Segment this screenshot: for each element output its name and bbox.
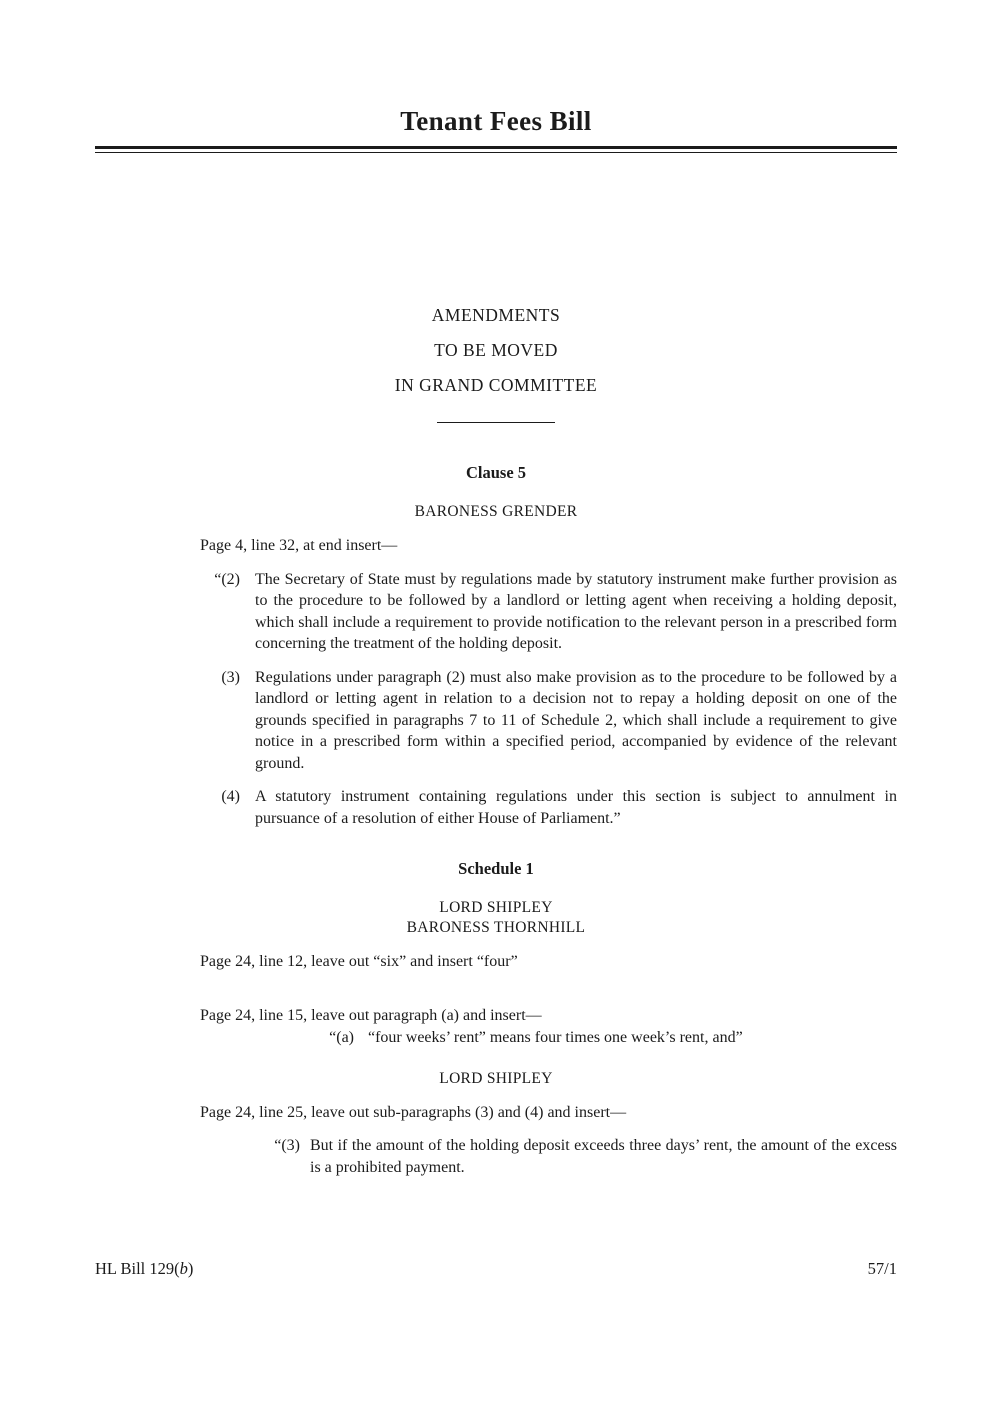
paragraph-number: “(a) bbox=[329, 1029, 354, 1046]
paragraph-text: The Secretary of State must by regulations made by statutory instrument make further provision as to the procedure to be followed by a landlord or letting agent when receiving a holding deposit, which shall include a requirement to provide notification to the relevant person in a prescribed form concerning the treatment of the holding deposit. bbox=[255, 570, 897, 652]
section-heading-schedule-1: Schedule 1 bbox=[458, 859, 534, 878]
paragraph-number: (3) bbox=[221, 668, 240, 686]
header-line-amendments: AMENDMENTS bbox=[431, 305, 561, 325]
footer-page-ref: 57/1 bbox=[867, 1259, 897, 1278]
clause5-sponsor-block bbox=[95, 502, 897, 522]
paragraph-text: A statutory instrument containing regulations under this section is subject to annulment in pursuance of a resolution of either House of Parliament.” bbox=[255, 788, 897, 827]
amendments-header bbox=[95, 305, 897, 396]
footer-bill-number-close: ) bbox=[187, 1259, 194, 1278]
clause5-paragraphs bbox=[200, 569, 897, 830]
paragraph-text: Regulations under paragraph (2) must also make provision as to the procedure to be followed by a landlord or letting agent in relation to a decision not to repay a holding deposit on one of the grounds specified in paragraphs 7 to 11 of Schedule 2, which shall include a requirement to give notice in a prescribed form within a specified period, accompanied by evidence of the relevant ground. bbox=[255, 668, 897, 772]
title-block bbox=[95, 0, 897, 153]
page-footer bbox=[95, 1259, 897, 1279]
amendment-paragraph bbox=[200, 786, 897, 829]
paragraph-text: But if the amount of the holding deposit exceeds three days’ rent, the amount of the excess is a prohibited payment. bbox=[310, 1137, 897, 1176]
schedule1-amendment-body bbox=[95, 951, 897, 1178]
section-heading-clause-5: Clause 5 bbox=[465, 463, 527, 482]
paragraph-number: “(3) bbox=[274, 1137, 300, 1154]
amendment-paragraph bbox=[200, 667, 897, 775]
footer-bill-number bbox=[95, 1259, 193, 1279]
sponsor-name: LORD SHIPLEY bbox=[439, 899, 553, 916]
schedule1-amendment3-paragraphs bbox=[200, 1135, 897, 1178]
title-rule-thin bbox=[95, 152, 897, 153]
schedule1-sponsor-block bbox=[95, 898, 897, 938]
page-title: Tenant Fees Bill bbox=[400, 106, 592, 136]
paragraph-number: “(2) bbox=[214, 570, 240, 588]
paragraph-text: “four weeks’ rent” means four times one week’s rent, and” bbox=[368, 1029, 743, 1046]
amendment-instruction: Page 4, line 32, at end insert— bbox=[200, 537, 398, 554]
sponsor-name: BARONESS GRENDER bbox=[414, 503, 578, 520]
amendment-sub-paragraph bbox=[320, 1027, 897, 1049]
header-line-grand-committee: IN GRAND COMMITTEE bbox=[394, 375, 598, 395]
title-rule-thick bbox=[95, 146, 897, 149]
amendment-instruction: Page 24, line 15, leave out paragraph (a) and insert— bbox=[200, 1006, 542, 1024]
section-divider bbox=[437, 422, 555, 423]
sponsor-name: LORD SHIPLEY bbox=[439, 1069, 553, 1087]
amendment-paragraph bbox=[200, 569, 897, 655]
clause5-amendment-body bbox=[95, 535, 897, 829]
paragraph-number: (4) bbox=[221, 788, 240, 805]
header-line-to-be-moved: TO BE MOVED bbox=[434, 340, 558, 360]
schedule1-amendment2-paragraphs bbox=[200, 1027, 897, 1049]
sponsor-name: BARONESS THORNHILL bbox=[406, 919, 586, 936]
footer-bill-number-text: HL Bill 129( bbox=[95, 1259, 180, 1278]
amendment-instruction: Page 24, line 25, leave out sub-paragraphs (3) and (4) and insert— bbox=[200, 1103, 627, 1121]
footer-bill-number-italic: b bbox=[179, 1259, 188, 1278]
amendment-sub-paragraph bbox=[265, 1135, 897, 1178]
amendment-instruction: Page 24, line 12, leave out “six” and insert “four” bbox=[200, 953, 518, 970]
schedule1-sponsor-block-2 bbox=[95, 1069, 897, 1089]
